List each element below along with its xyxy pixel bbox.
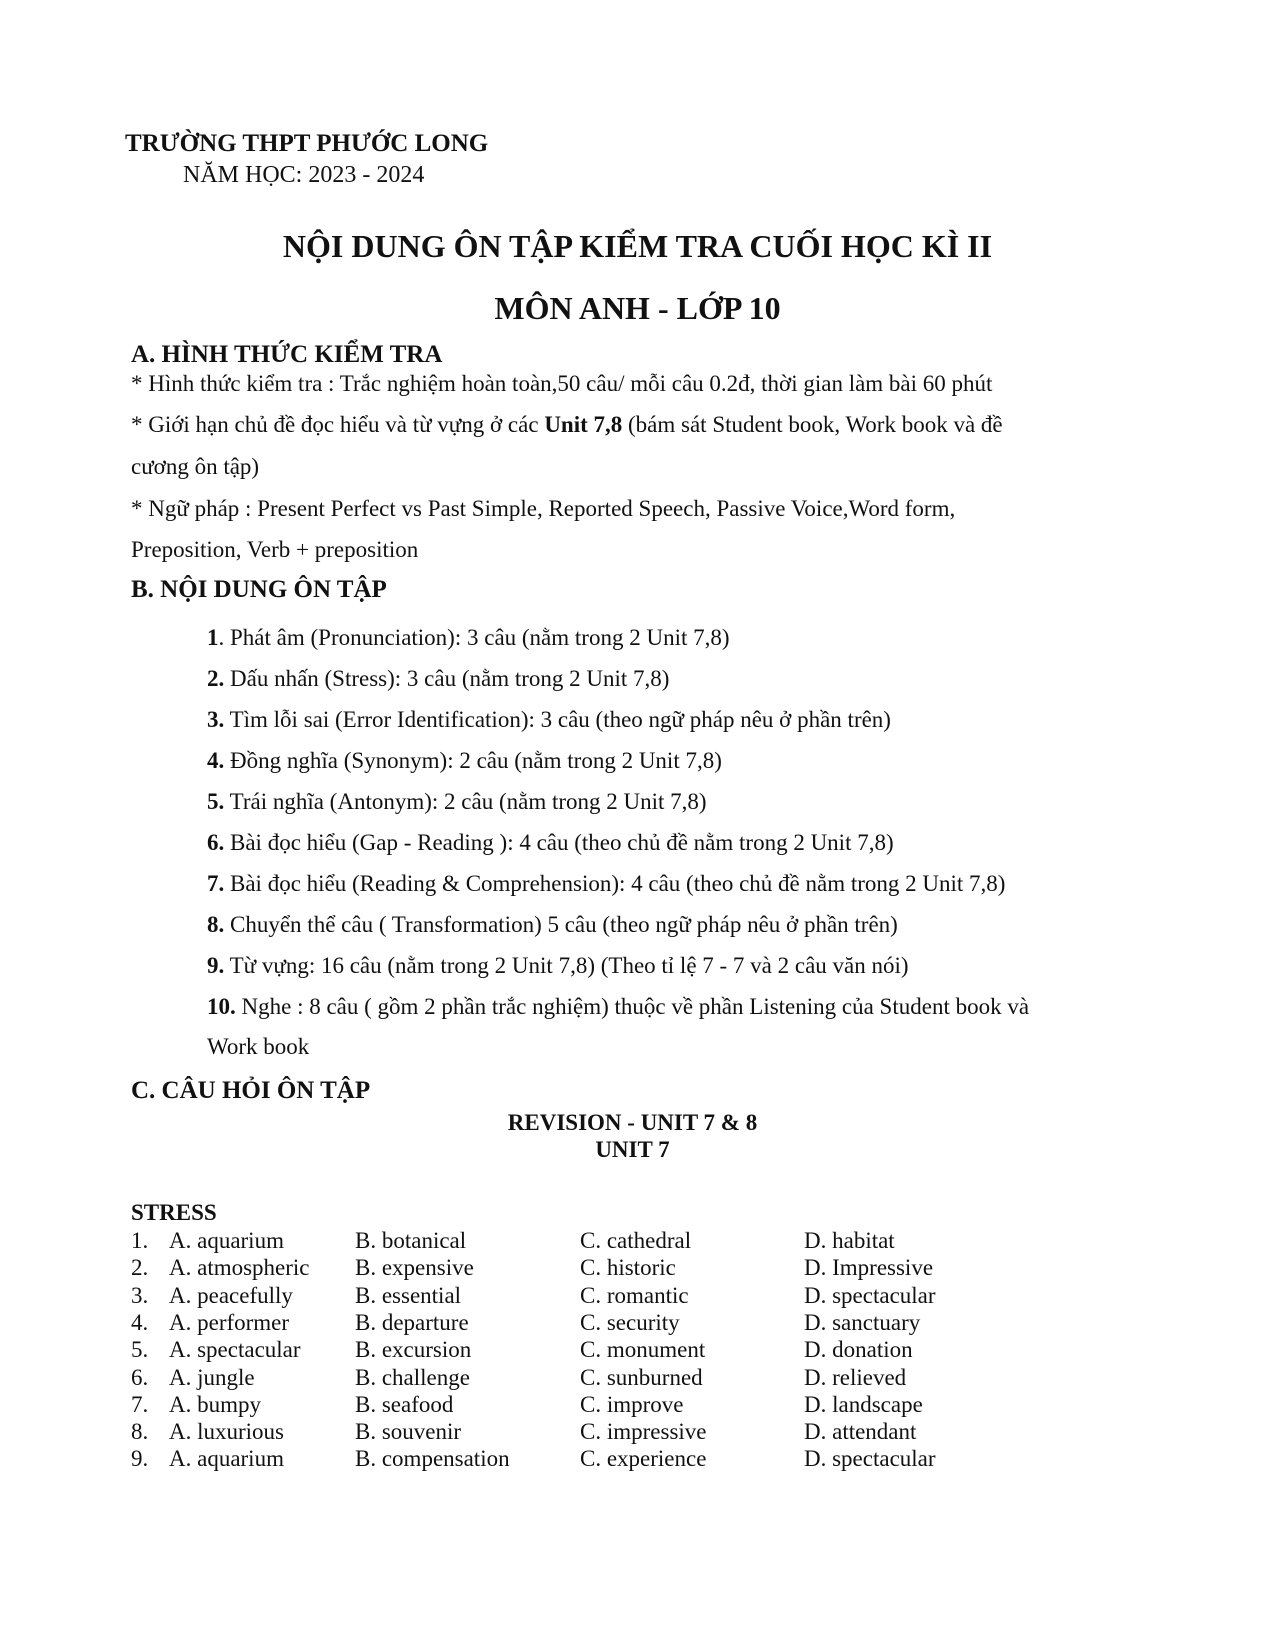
item-number: 9. — [207, 953, 225, 978]
option-a: A. aquarium — [169, 1228, 284, 1253]
item-number: 2. — [207, 666, 225, 691]
line-2-text-pre: * Giới hạn chủ đề đọc hiểu và từ vựng ở các — [131, 412, 545, 437]
question-number: 2. — [131, 1255, 149, 1281]
line-2-text-post: (bám sát Student book, Work book và đề — [622, 412, 1003, 437]
item-text: Dấu nhấn (Stress): 3 câu (nằm trong 2 Unit 7,8) — [224, 666, 670, 691]
question-number: 1. — [131, 1228, 149, 1253]
option-b: B. departure — [355, 1309, 469, 1335]
item-text: Tìm lỗi sai (Error Identification): 3 câu (theo ngữ pháp nêu ở phần trên) — [224, 707, 891, 732]
option-b: B. souvenir — [355, 1419, 462, 1445]
option-b: B. expensive — [355, 1255, 474, 1281]
section-b-item — [207, 789, 707, 815]
section-b-item — [207, 707, 891, 733]
section-b-item-10-continued: Work book — [207, 1034, 310, 1059]
document-title: NỘI DUNG ÔN TẬP KIỂM TRA CUỐI HỌC KÌ II — [282, 228, 993, 264]
option-b: B. challenge — [355, 1364, 470, 1390]
option-d: D. relieved — [804, 1364, 907, 1390]
option-d: D. attendant — [804, 1419, 917, 1445]
item-number: 6. — [207, 830, 225, 855]
option-d: D. Impressive — [804, 1255, 934, 1281]
option-d: D. habitat — [804, 1228, 895, 1253]
section-b-item — [207, 912, 898, 938]
option-c: C. security — [580, 1309, 680, 1335]
option-c: C. romantic — [580, 1282, 689, 1308]
option-c: C. experience — [580, 1446, 707, 1472]
option-a: A. peacefully — [169, 1282, 293, 1308]
item-number: 7. — [207, 871, 225, 896]
item-number: 8. — [207, 912, 225, 937]
school-year: NĂM HỌC: 2023 - 2024 — [183, 162, 425, 188]
option-c: C. monument — [580, 1337, 706, 1363]
option-c: C. impressive — [580, 1419, 707, 1445]
question-number: 5. — [131, 1337, 149, 1363]
school-name: TRƯỜNG THPT PHƯỚC LONG — [125, 130, 489, 157]
option-b: B. compensation — [355, 1446, 510, 1472]
question-number: 3. — [131, 1282, 149, 1308]
section-b-heading: B. NỘI DUNG ÔN TẬP — [131, 576, 387, 603]
item-number: 4. — [207, 748, 225, 773]
option-d: D. donation — [804, 1337, 913, 1363]
section-a-line-3: cương ôn tập) — [131, 454, 260, 479]
question-number: 4. — [131, 1309, 149, 1335]
section-a-heading: A. HÌNH THỨC KIỂM TRA — [131, 341, 443, 368]
option-a: A. atmospheric — [169, 1255, 310, 1281]
option-a: A. aquarium — [169, 1446, 284, 1472]
option-d: D. landscape — [804, 1391, 923, 1417]
unit-heading: UNIT 7 — [595, 1137, 670, 1162]
option-c: C. cathedral — [580, 1228, 692, 1253]
stress-heading: STRESS — [131, 1200, 217, 1225]
item-number: 10. — [207, 994, 236, 1019]
item-number: 5. — [207, 789, 225, 814]
question-number: 9. — [131, 1446, 149, 1472]
option-b: B. excursion — [355, 1337, 472, 1363]
question-number: 8. — [131, 1419, 149, 1445]
item-number: 1 — [207, 625, 219, 650]
revision-heading: REVISION - UNIT 7 & 8 — [507, 1110, 758, 1135]
section-b-item — [207, 830, 894, 856]
item-text: Chuyển thể câu ( Transformation) 5 câu (theo ngữ pháp nêu ở phần trên) — [224, 912, 898, 937]
section-b-item — [207, 625, 730, 651]
item-text: Từ vựng: 16 câu (nằm trong 2 Unit 7,8) (Theo tỉ lệ 7 - 7 và 2 câu văn nói) — [224, 953, 909, 978]
item-number: 3. — [207, 707, 225, 732]
item-text: Trái nghĩa (Antonym): 2 câu (nằm trong 2 Unit 7,8) — [224, 789, 707, 814]
question-number: 6. — [131, 1364, 149, 1390]
option-d: D. spectacular — [804, 1446, 936, 1472]
option-c: C. improve — [580, 1391, 684, 1417]
section-b-item — [207, 666, 669, 692]
section-b-item — [207, 994, 1029, 1020]
option-d: D. sanctuary — [804, 1309, 921, 1335]
section-b-item — [207, 953, 909, 979]
item-text: Bài đọc hiểu (Reading & Comprehension): 4 câu (theo chủ đề nằm trong 2 Unit 7,8) — [224, 871, 1006, 896]
section-b-item — [207, 748, 722, 774]
question-number: 7. — [131, 1391, 149, 1417]
item-text: Đồng nghĩa (Synonym): 2 câu (nằm trong 2 Unit 7,8) — [224, 748, 722, 773]
option-b: B. botanical — [355, 1228, 467, 1253]
item-text: Bài đọc hiểu (Gap - Reading ): 4 câu (theo chủ đề nằm trong 2 Unit 7,8) — [224, 830, 894, 855]
option-b: B. essential — [355, 1282, 462, 1308]
document-subtitle: MÔN ANH - LỚP 10 — [494, 290, 781, 326]
section-a-line-4: * Ngữ pháp : Present Perfect vs Past Simple, Reported Speech, Passive Voice,Word form, — [131, 496, 956, 521]
option-a: A. bumpy — [169, 1391, 261, 1417]
item-text: Nghe : 8 câu ( gồm 2 phần trắc nghiệm) thuộc về phần Listening của Student book và — [235, 994, 1030, 1019]
option-c: C. historic — [580, 1255, 676, 1281]
option-b: B. seafood — [355, 1391, 454, 1417]
section-b-item — [207, 871, 1005, 897]
section-a-line-5: Preposition, Verb + preposition — [131, 537, 419, 562]
option-d: D. spectacular — [804, 1282, 936, 1308]
option-a: A. spectacular — [169, 1337, 301, 1363]
section-a-line-2 — [131, 410, 1003, 440]
option-a: A. luxurious — [169, 1419, 284, 1445]
line-2-text-bold: Unit 7,8 — [544, 412, 623, 437]
option-a: A. jungle — [169, 1364, 255, 1390]
option-a: A. performer — [169, 1309, 290, 1335]
section-a-line-1: * Hình thức kiểm tra : Trắc nghiệm hoàn toàn,50 câu/ mỗi câu 0.2đ, thời gian làm bài 60 phút — [131, 371, 993, 396]
item-text: . Phát âm (Pronunciation): 3 câu (nằm trong 2 Unit 7,8) — [218, 625, 730, 650]
section-c-heading: C. CÂU HỎI ÔN TẬP — [131, 1077, 371, 1104]
option-c: C. sunburned — [580, 1364, 703, 1390]
